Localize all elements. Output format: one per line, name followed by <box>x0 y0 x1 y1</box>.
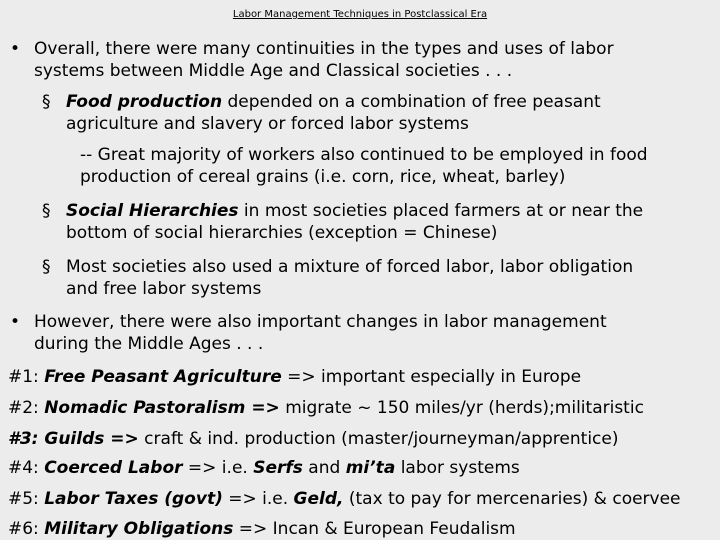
workers-line-2: production of cereal grains (i.e. corn, rice, wheat, barley) <box>80 167 566 187</box>
technique-6 <box>8 518 516 540</box>
technique-number: #2: <box>8 398 45 418</box>
technique-term: Labor Taxes (govt) <box>44 489 223 509</box>
square-bullet: § <box>42 201 51 221</box>
technique-term: Serfs <box>253 458 303 478</box>
technique-term: Nomadic Pastoralism => <box>44 398 280 418</box>
technique-3 <box>8 428 618 450</box>
technique-number: #5: <box>8 489 45 509</box>
mixture-line-1: Most societies also used a mixture of forced labor, labor obligation <box>66 257 634 277</box>
technique-term: #3: Guilds => <box>8 429 139 449</box>
technique-text: labor systems <box>395 458 520 478</box>
technique-2 <box>8 397 644 419</box>
technique-number: #4: <box>8 458 45 478</box>
round-bullet: • <box>10 39 21 59</box>
technique-1 <box>8 366 581 388</box>
square-bullet: § <box>42 92 51 112</box>
technique-text: => Incan & European Feudalism <box>233 519 516 539</box>
technique-text: => i.e. <box>222 489 294 509</box>
social-hierarchies-line-2: bottom of social hierarchies (exception = Chinese) <box>66 223 498 243</box>
food-production-line-2: agriculture and slavery or forced labor systems <box>66 114 469 134</box>
social-hierarchies-line-1 <box>66 200 643 222</box>
food-production-line-1 <box>66 91 601 113</box>
technique-text: and <box>302 458 346 478</box>
slide-title: Labor Management Techniques in Postclassical Era <box>232 9 488 20</box>
round-bullet: • <box>10 312 21 332</box>
technique-text: => important especially in Europe <box>281 367 582 387</box>
technique-term: Military Obligations <box>44 519 234 539</box>
technique-term: mi’ta <box>345 458 396 478</box>
technique-term: Free Peasant Agriculture <box>44 367 282 387</box>
food-production-term: Food production <box>66 92 223 112</box>
technique-4 <box>8 457 520 479</box>
changes-line-2: during the Middle Ages . . . <box>34 334 264 354</box>
mixture-line-2: and free labor systems <box>66 279 262 299</box>
overview-line-1: Overall, there were many continuities in the types and uses of labor <box>34 39 614 59</box>
workers-line-1: -- Great majority of workers also continued to be employed in food <box>80 145 648 165</box>
changes-line-1: However, there were also important changes in labor management <box>34 312 607 332</box>
technique-text: craft & ind. production (master/journeyman/apprentice) <box>138 429 619 449</box>
technique-number: #6: <box>8 519 45 539</box>
technique-term: Geld, <box>293 489 344 509</box>
overview-line-2: systems between Middle Age and Classical societies . . . <box>34 61 513 81</box>
square-bullet: § <box>42 257 51 277</box>
technique-term: Coerced Labor <box>44 458 183 478</box>
food-production-text: depended on a combination of free peasant <box>222 92 601 112</box>
technique-5 <box>8 488 681 510</box>
technique-text: => i.e. <box>182 458 254 478</box>
technique-text: migrate ~ 150 miles/yr (herds);militaristic <box>279 398 644 418</box>
technique-text: (tax to pay for mercenaries) & coervee <box>343 489 681 509</box>
social-hierarchies-text: in most societies placed farmers at or near the <box>238 201 644 221</box>
social-hierarchies-term: Social Hierarchies <box>66 201 239 221</box>
technique-number: #1: <box>8 367 45 387</box>
